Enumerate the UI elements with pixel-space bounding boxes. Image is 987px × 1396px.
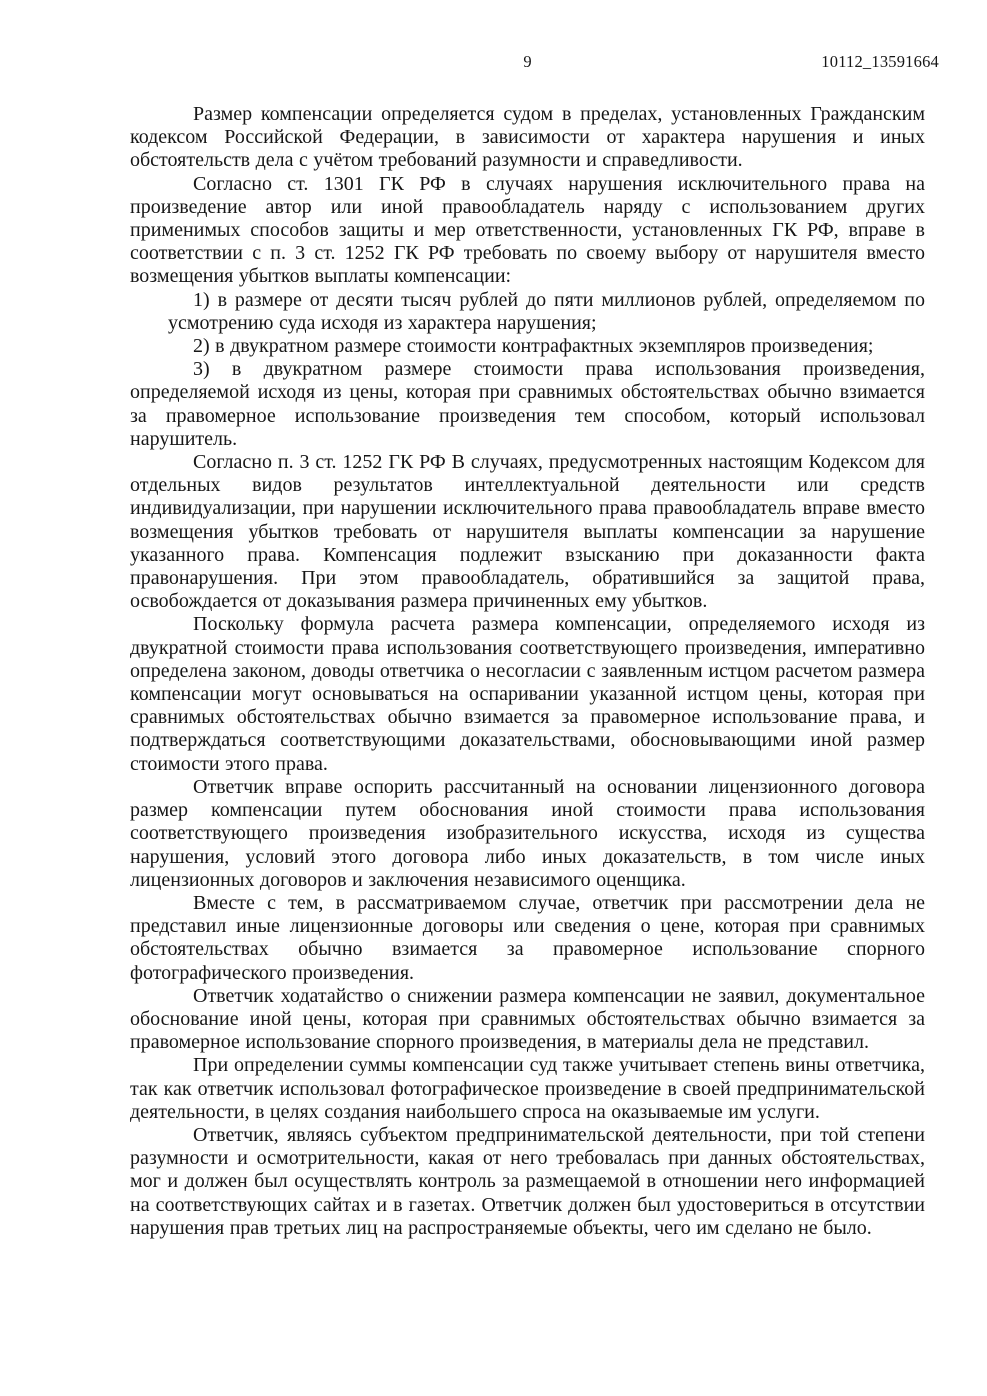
paragraph: При определении суммы компенсации суд также учитывает степень вины ответчика, так как ответчик использовал фотографическое произведение в своей предпринимательской деятельности, в целях создания наибольшего спроса на оказываемые им услуги. — [130, 1054, 925, 1123]
paragraph: Согласно п. 3 ст. 1252 ГК РФ В случаях, предусмотренных настоящим Кодексом для отдельных видов результатов интеллектуальной деятельности или средств индивидуализации, при нарушении исключительного права правообладатель вправе вместо возмещения убытков требовать от нарушителя выплаты компенсации за нарушение указанного права. Компенсация подлежит взысканию при доказанности факта правонарушения. При этом правообладатель, обратившийся за защитой права, освобождается от доказывания размера причиненных ему убытков. — [130, 451, 925, 613]
document-body — [130, 103, 925, 1240]
paragraph: Ответчик вправе оспорить рассчитанный на основании лицензионного договора размер компенсации путем обоснования иной стоимости права использования соответствующего произведения изобразительного искусства, исходя из существа нарушения, условий этого договора либо иных доказательств, в том числе иных лицензионных договоров и заключения независимого оценщика. — [130, 775, 925, 891]
paragraph: Поскольку формула расчета размера компенсации, определяемого исходя из двукратной стоимости права использования соответствующего произведения, императивно определена законом, доводы ответчика о несогласии с заявленным истцом расчетом размера компенсации могут основываться на оспаривании указанной истцом цены, которая при сравнимых обстоятельствах обычно взимается за правомерное использование права, и подтверждаться соответствующими доказательствами, обосновывающими иной размер стоимости этого права. — [130, 613, 925, 775]
paragraph: Вместе с тем, в рассматриваемом случае, ответчик при рассмотрении дела не представил иные лицензионные договоры или сведения о цене, которая при сравнимых обстоятельствах обычно взимается за правомерное использование спорного фотографического произведения. — [130, 891, 925, 984]
paragraph: 1) в размере от десяти тысяч рублей до пяти миллионов рублей, определяемом по усмотрению суда исходя из характера нарушения; — [168, 288, 925, 334]
paragraph: Размер компенсации определяется судом в пределах, установленных Гражданским кодексом Российской Федерации, в зависимости от характера нарушения и иных обстоятельств дела с учётом требований разумности и справедливости. — [130, 103, 925, 172]
paragraph: 2) в двукратном размере стоимости контрафактных экземпляров произведения; — [193, 335, 874, 358]
page-number: 9 — [523, 52, 532, 71]
paragraph: 3) в двукратном размере стоимости права использования произведения, определяемой исходя из цены, которая при сравнимых обстоятельствах обычно взимается за правомерное использование произведения тем способом, который использовал нарушитель. — [130, 358, 925, 450]
paragraph: Ответчик, являясь субъектом предпринимательской деятельности, при той степени разумности и осмотрительности, какая от него требовалась при данных обстоятельствах, мог и должен был осуществлять контроль за размещаемой в отношении него информацией на соответствующих сайтах и в газетах. Ответчик должен был удостовериться в отсутствии нарушения прав третьих лиц на распространяемые объекты, чего им сделано не было. — [130, 1123, 925, 1239]
paragraph: Согласно ст. 1301 ГК РФ в случаях нарушения исключительного права на произведение автор или иной правообладатель наряду с использованием других применимых способов защиты и мер ответственности, установленных ГК РФ, вправе в соответствии с п. 3 ст. 1252 ГК РФ требовать по своему выбору от нарушителя вместо возмещения убытков выплаты компенсации: — [130, 172, 925, 288]
document-id: 10112_13591664 — [821, 52, 939, 71]
paragraph: Ответчик ходатайство о снижении размера компенсации не заявил, документальное обоснование иной цены, которая при сравнимых обстоятельствах обычно взимается за правомерное использование спорного произведения, в материалы дела не представил. — [130, 984, 925, 1054]
